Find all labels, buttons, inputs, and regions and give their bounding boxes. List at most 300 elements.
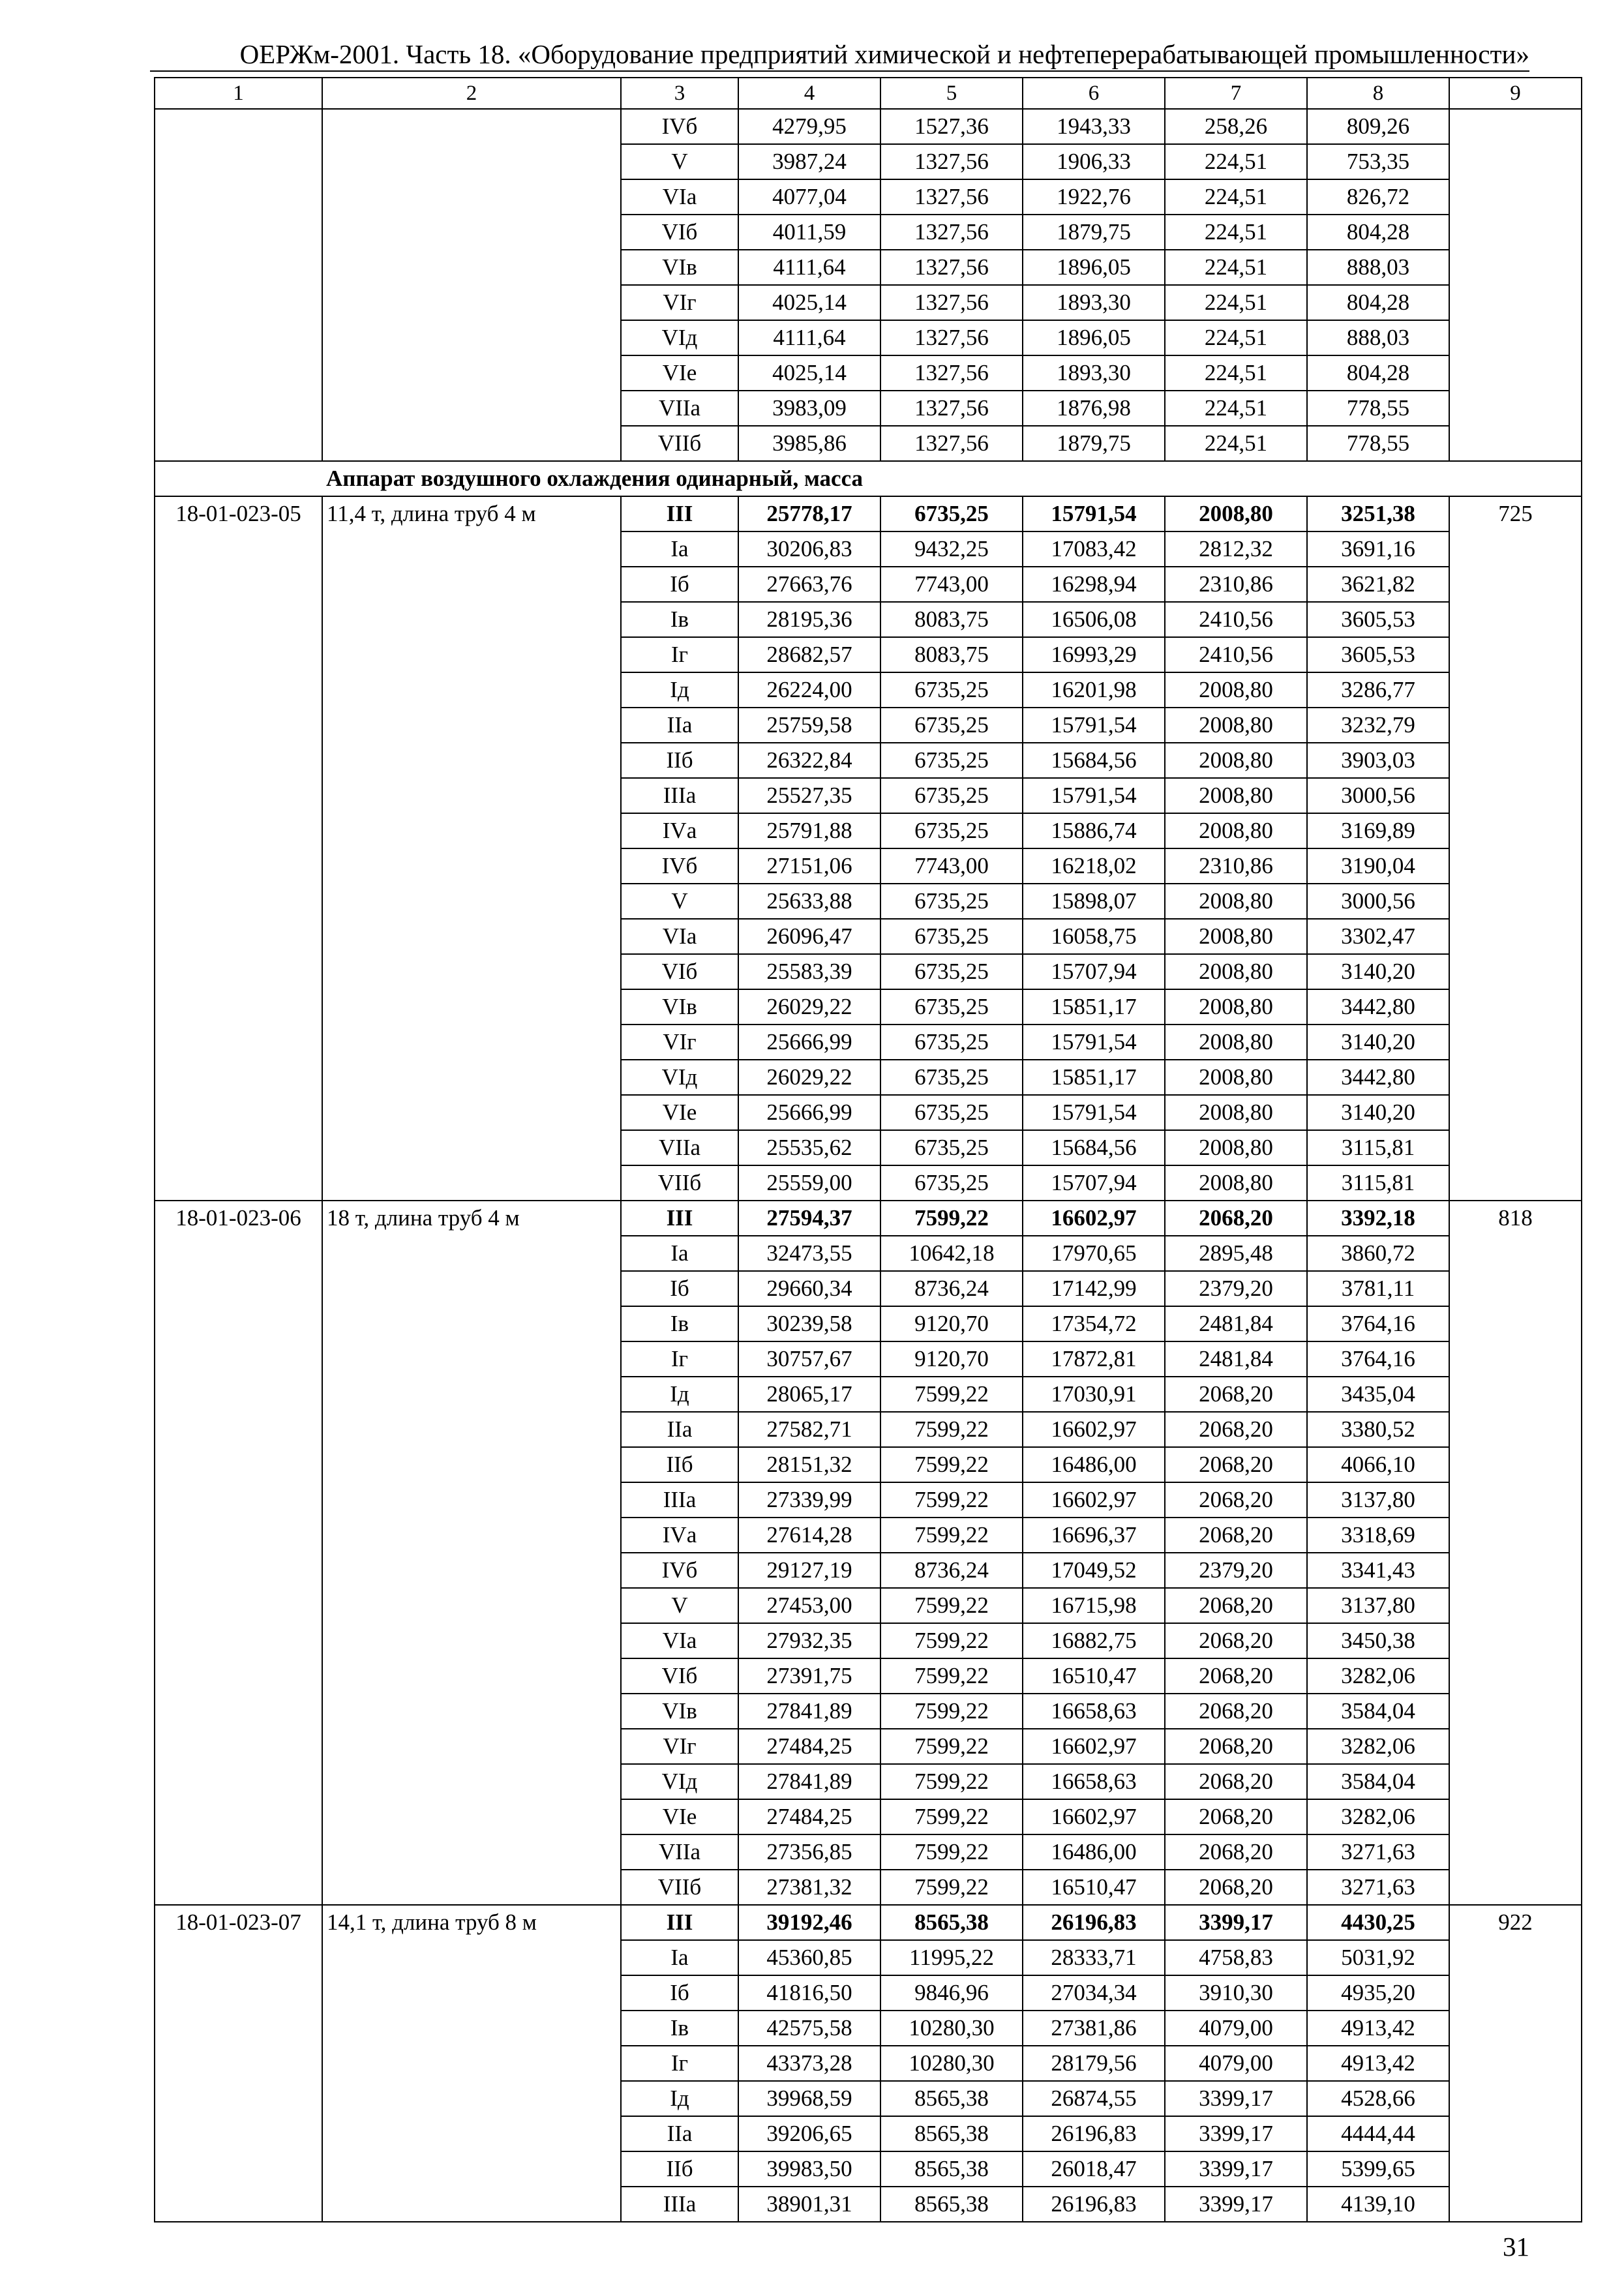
rate-name: 18 т, длина труб 4 м [322, 1201, 621, 1905]
zone-code: VIв [621, 989, 738, 1025]
price-value: 25759,58 [738, 708, 880, 743]
price-value: 16882,75 [1023, 1623, 1165, 1658]
price-value: 1893,30 [1023, 285, 1165, 320]
price-value: 809,26 [1307, 109, 1449, 144]
price-value: 224,51 [1165, 426, 1307, 461]
price-value: 3137,80 [1307, 1482, 1449, 1518]
price-value: 10280,30 [880, 2046, 1023, 2081]
price-value: 7599,22 [880, 1799, 1023, 1834]
price-value: 26196,83 [1023, 2116, 1165, 2151]
price-value: 17083,42 [1023, 531, 1165, 567]
price-value: 2008,80 [1165, 1060, 1307, 1095]
price-value: 804,28 [1307, 285, 1449, 320]
price-value: 2008,80 [1165, 989, 1307, 1025]
zone-code: VIд [621, 320, 738, 355]
price-value: 16602,97 [1023, 1799, 1165, 1834]
price-value: 26196,83 [1023, 1905, 1165, 1940]
price-value: 3399,17 [1165, 2116, 1307, 2151]
price-value: 3983,09 [738, 391, 880, 426]
price-value: 15791,54 [1023, 1095, 1165, 1130]
price-value: 3137,80 [1307, 1588, 1449, 1623]
price-value: 17872,81 [1023, 1341, 1165, 1377]
column-number: 6 [1023, 78, 1165, 109]
price-value: 2068,20 [1165, 1377, 1307, 1412]
price-value: 2481,84 [1165, 1306, 1307, 1341]
price-value: 4079,00 [1165, 2011, 1307, 2046]
price-value: 26874,55 [1023, 2081, 1165, 2116]
rate-code: 18-01-023-07 [155, 1905, 322, 2222]
zone-code: VIIа [621, 391, 738, 426]
price-value: 3987,24 [738, 144, 880, 179]
table-row [155, 109, 1582, 144]
price-value: 3286,77 [1307, 672, 1449, 708]
price-value: 6735,25 [880, 884, 1023, 919]
price-value: 3985,86 [738, 426, 880, 461]
price-value: 2068,20 [1165, 1764, 1307, 1799]
price-value: 17049,52 [1023, 1553, 1165, 1588]
price-value: 3000,56 [1307, 778, 1449, 813]
zone-code: VIIб [621, 1165, 738, 1201]
table-row [155, 1905, 1582, 1940]
zone-code: IIб [621, 743, 738, 778]
zone-code: V [621, 144, 738, 179]
column-number: 7 [1165, 78, 1307, 109]
price-value: 1896,05 [1023, 320, 1165, 355]
price-value: 258,26 [1165, 109, 1307, 144]
price-value: 4279,95 [738, 109, 880, 144]
price-value: 4528,66 [1307, 2081, 1449, 2116]
price-value: 6735,25 [880, 672, 1023, 708]
price-value: 16058,75 [1023, 919, 1165, 954]
zone-code: Iб [621, 1975, 738, 2011]
price-value: 826,72 [1307, 179, 1449, 215]
price-value: 2812,32 [1165, 531, 1307, 567]
price-value: 28151,32 [738, 1447, 880, 1482]
zone-code: Iд [621, 1377, 738, 1412]
price-value: 7743,00 [880, 848, 1023, 884]
price-value: 224,51 [1165, 355, 1307, 391]
zone-code: VIд [621, 1764, 738, 1799]
price-value: 9120,70 [880, 1341, 1023, 1377]
price-value: 2008,80 [1165, 672, 1307, 708]
price-value: 3903,03 [1307, 743, 1449, 778]
price-value: 2068,20 [1165, 1201, 1307, 1236]
zone-code: IIIа [621, 778, 738, 813]
zone-code: VIIа [621, 1834, 738, 1870]
price-value: 2008,80 [1165, 884, 1307, 919]
price-value: 16658,63 [1023, 1764, 1165, 1799]
labor-value: 922 [1449, 1905, 1582, 2222]
price-value: 2410,56 [1165, 637, 1307, 672]
column-number: 1 [155, 78, 322, 109]
rate-name [322, 109, 621, 461]
price-value: 6735,25 [880, 708, 1023, 743]
labor-value [1449, 109, 1582, 461]
price-value: 3380,52 [1307, 1412, 1449, 1447]
price-value: 25791,88 [738, 813, 880, 848]
price-value: 28195,36 [738, 602, 880, 637]
price-value: 27663,76 [738, 567, 880, 602]
price-value: 16658,63 [1023, 1694, 1165, 1729]
price-value: 9846,96 [880, 1975, 1023, 2011]
price-value: 1876,98 [1023, 391, 1165, 426]
price-value: 26018,47 [1023, 2151, 1165, 2187]
price-value: 16602,97 [1023, 1201, 1165, 1236]
price-value: 2008,80 [1165, 496, 1307, 531]
column-number: 8 [1307, 78, 1449, 109]
price-value: 43373,28 [738, 2046, 880, 2081]
rate-code: 18-01-023-06 [155, 1201, 322, 1905]
price-value: 39968,59 [738, 2081, 880, 2116]
price-value: 3169,89 [1307, 813, 1449, 848]
price-value: 8565,38 [880, 2116, 1023, 2151]
price-value: 6735,25 [880, 496, 1023, 531]
price-value: 39192,46 [738, 1905, 880, 1940]
price-value: 7599,22 [880, 1412, 1023, 1447]
section-row [155, 461, 1582, 496]
price-value: 27356,85 [738, 1834, 880, 1870]
price-value: 3910,30 [1165, 1975, 1307, 2011]
price-value: 27932,35 [738, 1623, 880, 1658]
price-value: 6735,25 [880, 1025, 1023, 1060]
price-value: 27594,37 [738, 1201, 880, 1236]
price-value: 224,51 [1165, 250, 1307, 285]
price-value: 8565,38 [880, 2081, 1023, 2116]
price-value: 4913,42 [1307, 2011, 1449, 2046]
price-value: 6735,25 [880, 813, 1023, 848]
price-value: 4025,14 [738, 355, 880, 391]
price-value: 2068,20 [1165, 1518, 1307, 1553]
price-value: 17970,65 [1023, 1236, 1165, 1271]
price-value: 7599,22 [880, 1729, 1023, 1764]
price-value: 2008,80 [1165, 813, 1307, 848]
price-value: 27151,06 [738, 848, 880, 884]
price-value: 1879,75 [1023, 426, 1165, 461]
price-value: 6735,25 [880, 778, 1023, 813]
price-value: 2410,56 [1165, 602, 1307, 637]
column-number: 3 [621, 78, 738, 109]
price-value: 27339,99 [738, 1482, 880, 1518]
price-value: 3302,47 [1307, 919, 1449, 954]
labor-value: 818 [1449, 1201, 1582, 1905]
price-value: 8565,38 [880, 1905, 1023, 1940]
price-value: 2068,20 [1165, 1729, 1307, 1764]
price-value: 1327,56 [880, 179, 1023, 215]
price-value: 15684,56 [1023, 743, 1165, 778]
zone-code: VIе [621, 1095, 738, 1130]
price-value: 25559,00 [738, 1165, 880, 1201]
price-value: 10642,18 [880, 1236, 1023, 1271]
price-value: 26029,22 [738, 1060, 880, 1095]
price-value: 4025,14 [738, 285, 880, 320]
price-value: 39206,65 [738, 2116, 880, 2151]
price-value: 7599,22 [880, 1377, 1023, 1412]
price-value: 2481,84 [1165, 1341, 1307, 1377]
zone-code: IVб [621, 848, 738, 884]
price-value: 30206,83 [738, 531, 880, 567]
price-value: 15851,17 [1023, 1060, 1165, 1095]
zone-code: VIд [621, 1060, 738, 1095]
price-value: 3341,43 [1307, 1553, 1449, 1588]
price-value: 2310,86 [1165, 567, 1307, 602]
rate-name: 14,1 т, длина труб 8 м [322, 1905, 621, 2222]
price-value: 1327,56 [880, 215, 1023, 250]
price-value: 3584,04 [1307, 1764, 1449, 1799]
price-value: 2068,20 [1165, 1412, 1307, 1447]
zone-code: Iв [621, 2011, 738, 2046]
zone-code: IIа [621, 708, 738, 743]
price-value: 3251,38 [1307, 496, 1449, 531]
rate-code [155, 109, 322, 461]
zone-code: IIа [621, 1412, 738, 1447]
price-value: 26224,00 [738, 672, 880, 708]
price-value: 2068,20 [1165, 1447, 1307, 1482]
zone-code: III [621, 1905, 738, 1940]
price-value: 1527,36 [880, 109, 1023, 144]
price-value: 7599,22 [880, 1201, 1023, 1236]
zone-code: VIб [621, 215, 738, 250]
price-value: 4913,42 [1307, 2046, 1449, 2081]
price-value: 17030,91 [1023, 1377, 1165, 1412]
price-value: 2008,80 [1165, 919, 1307, 954]
price-value: 3584,04 [1307, 1694, 1449, 1729]
price-value: 804,28 [1307, 355, 1449, 391]
price-value: 7743,00 [880, 567, 1023, 602]
price-value: 15898,07 [1023, 884, 1165, 919]
price-value: 16602,97 [1023, 1412, 1165, 1447]
column-number: 5 [880, 78, 1023, 109]
column-number: 2 [322, 78, 621, 109]
price-value: 3318,69 [1307, 1518, 1449, 1553]
price-value: 16506,08 [1023, 602, 1165, 637]
price-value: 3764,16 [1307, 1306, 1449, 1341]
zone-code: V [621, 884, 738, 919]
price-value: 3392,18 [1307, 1201, 1449, 1236]
price-value: 778,55 [1307, 426, 1449, 461]
price-value: 3399,17 [1165, 1905, 1307, 1940]
price-value: 2068,20 [1165, 1623, 1307, 1658]
price-value: 27484,25 [738, 1799, 880, 1834]
price-value: 6735,25 [880, 743, 1023, 778]
price-value: 3442,80 [1307, 989, 1449, 1025]
zone-code: VIв [621, 250, 738, 285]
price-value: 1327,56 [880, 144, 1023, 179]
price-value: 15791,54 [1023, 1025, 1165, 1060]
price-value: 3115,81 [1307, 1130, 1449, 1165]
price-value: 2068,20 [1165, 1834, 1307, 1870]
price-value: 3442,80 [1307, 1060, 1449, 1095]
price-value: 25666,99 [738, 1095, 880, 1130]
price-value: 888,03 [1307, 250, 1449, 285]
price-value: 3781,11 [1307, 1271, 1449, 1306]
price-value: 224,51 [1165, 285, 1307, 320]
price-value: 753,35 [1307, 144, 1449, 179]
price-value: 1893,30 [1023, 355, 1165, 391]
price-value: 26196,83 [1023, 2187, 1165, 2222]
price-value: 7599,22 [880, 1694, 1023, 1729]
price-value: 3140,20 [1307, 954, 1449, 989]
price-value: 4066,10 [1307, 1447, 1449, 1482]
column-number-row [155, 78, 1582, 109]
zone-code: Iг [621, 2046, 738, 2081]
price-value: 3605,53 [1307, 602, 1449, 637]
price-value: 30757,67 [738, 1341, 880, 1377]
price-value: 7599,22 [880, 1870, 1023, 1905]
price-value: 1327,56 [880, 355, 1023, 391]
price-value: 25527,35 [738, 778, 880, 813]
price-value: 5031,92 [1307, 1940, 1449, 1975]
zone-code: Iа [621, 1940, 738, 1975]
price-value: 17142,99 [1023, 1271, 1165, 1306]
zone-code: IVа [621, 813, 738, 848]
price-value: 7599,22 [880, 1482, 1023, 1518]
price-value: 224,51 [1165, 144, 1307, 179]
price-value: 1327,56 [880, 391, 1023, 426]
price-value: 3190,04 [1307, 848, 1449, 884]
price-value: 2008,80 [1165, 708, 1307, 743]
price-value: 27453,00 [738, 1588, 880, 1623]
zone-code: VIIб [621, 426, 738, 461]
price-value: 42575,58 [738, 2011, 880, 2046]
zone-code: VIг [621, 1025, 738, 1060]
price-value: 2068,20 [1165, 1870, 1307, 1905]
price-value: 16298,94 [1023, 567, 1165, 602]
price-value: 7599,22 [880, 1764, 1023, 1799]
price-value: 4758,83 [1165, 1940, 1307, 1975]
zone-code: IVб [621, 1553, 738, 1588]
price-value: 1896,05 [1023, 250, 1165, 285]
price-value: 27841,89 [738, 1694, 880, 1729]
price-value: 15791,54 [1023, 778, 1165, 813]
price-value: 3232,79 [1307, 708, 1449, 743]
price-value: 7599,22 [880, 1658, 1023, 1694]
price-value: 1879,75 [1023, 215, 1165, 250]
price-value: 1327,56 [880, 426, 1023, 461]
price-value: 41816,50 [738, 1975, 880, 2011]
zone-code: VIв [621, 1694, 738, 1729]
price-value: 3691,16 [1307, 531, 1449, 567]
labor-value: 725 [1449, 496, 1582, 1201]
price-value: 224,51 [1165, 215, 1307, 250]
zone-code: VIб [621, 1658, 738, 1694]
zone-code: VIIб [621, 1870, 738, 1905]
price-value: 2068,20 [1165, 1482, 1307, 1518]
price-value: 3140,20 [1307, 1095, 1449, 1130]
page-header: ОЕРЖм-2001. Часть 18. «Оборудование предприятий химической и нефтеперерабатывающей промышленности» [150, 38, 1529, 72]
price-value: 26096,47 [738, 919, 880, 954]
price-value: 2068,20 [1165, 1694, 1307, 1729]
price-value: 25666,99 [738, 1025, 880, 1060]
price-value: 16993,29 [1023, 637, 1165, 672]
rate-name: 11,4 т, длина труб 4 м [322, 496, 621, 1201]
price-value: 7599,22 [880, 1447, 1023, 1482]
price-value: 2068,20 [1165, 1588, 1307, 1623]
price-value: 2379,20 [1165, 1271, 1307, 1306]
price-value: 3282,06 [1307, 1729, 1449, 1764]
price-value: 27391,75 [738, 1658, 880, 1694]
price-value: 7599,22 [880, 1588, 1023, 1623]
price-value: 26322,84 [738, 743, 880, 778]
price-value: 29127,19 [738, 1553, 880, 1588]
price-value: 25583,39 [738, 954, 880, 989]
price-value: 8565,38 [880, 2151, 1023, 2187]
price-value: 7599,22 [880, 1518, 1023, 1553]
price-value: 2008,80 [1165, 743, 1307, 778]
price-value: 27381,32 [738, 1870, 880, 1905]
price-value: 3450,38 [1307, 1623, 1449, 1658]
price-value: 16602,97 [1023, 1729, 1165, 1764]
zone-code: IIIа [621, 2187, 738, 2222]
price-value: 2068,20 [1165, 1658, 1307, 1694]
zone-code: V [621, 1588, 738, 1623]
column-number: 9 [1449, 78, 1582, 109]
price-value: 30239,58 [738, 1306, 880, 1341]
price-value: 3271,63 [1307, 1834, 1449, 1870]
zone-code: Iв [621, 1306, 738, 1341]
price-value: 11995,22 [880, 1940, 1023, 1975]
price-value: 4444,44 [1307, 2116, 1449, 2151]
price-value: 2895,48 [1165, 1236, 1307, 1271]
zone-code: VIб [621, 954, 738, 989]
price-value: 25535,62 [738, 1130, 880, 1165]
zone-code: Iв [621, 602, 738, 637]
price-value: 15851,17 [1023, 989, 1165, 1025]
price-value: 6735,25 [880, 1095, 1023, 1130]
price-value: 1327,56 [880, 285, 1023, 320]
price-value: 45360,85 [738, 1940, 880, 1975]
zone-code: VIг [621, 1729, 738, 1764]
price-value: 3282,06 [1307, 1658, 1449, 1694]
price-value: 3435,04 [1307, 1377, 1449, 1412]
price-value: 9432,25 [880, 531, 1023, 567]
zone-code: Iа [621, 531, 738, 567]
price-value: 7599,22 [880, 1623, 1023, 1658]
price-value: 16201,98 [1023, 672, 1165, 708]
price-value: 15886,74 [1023, 813, 1165, 848]
price-value: 2008,80 [1165, 1095, 1307, 1130]
price-value: 7599,22 [880, 1834, 1023, 1870]
price-value: 2379,20 [1165, 1553, 1307, 1588]
price-value: 3605,53 [1307, 637, 1449, 672]
price-value: 27381,86 [1023, 2011, 1165, 2046]
price-value: 27484,25 [738, 1729, 880, 1764]
zone-code: VIа [621, 179, 738, 215]
price-value: 15791,54 [1023, 708, 1165, 743]
zone-code: IIIа [621, 1482, 738, 1518]
price-value: 3115,81 [1307, 1165, 1449, 1201]
price-value: 10280,30 [880, 2011, 1023, 2046]
price-value: 16696,37 [1023, 1518, 1165, 1553]
price-value: 6735,25 [880, 954, 1023, 989]
zone-code: IIа [621, 2116, 738, 2151]
price-value: 4430,25 [1307, 1905, 1449, 1940]
price-value: 3282,06 [1307, 1799, 1449, 1834]
price-table [154, 77, 1582, 2222]
price-value: 27034,34 [1023, 1975, 1165, 2011]
price-value: 1327,56 [880, 250, 1023, 285]
price-value: 28065,17 [738, 1377, 880, 1412]
price-value: 38901,31 [738, 2187, 880, 2222]
price-value: 5399,65 [1307, 2151, 1449, 2187]
price-value: 3764,16 [1307, 1341, 1449, 1377]
rate-code: 18-01-023-05 [155, 496, 322, 1201]
price-value: 16486,00 [1023, 1834, 1165, 1870]
price-value: 6735,25 [880, 989, 1023, 1025]
price-value: 27582,71 [738, 1412, 880, 1447]
price-value: 2008,80 [1165, 1025, 1307, 1060]
price-value: 3399,17 [1165, 2187, 1307, 2222]
price-value: 25778,17 [738, 496, 880, 531]
